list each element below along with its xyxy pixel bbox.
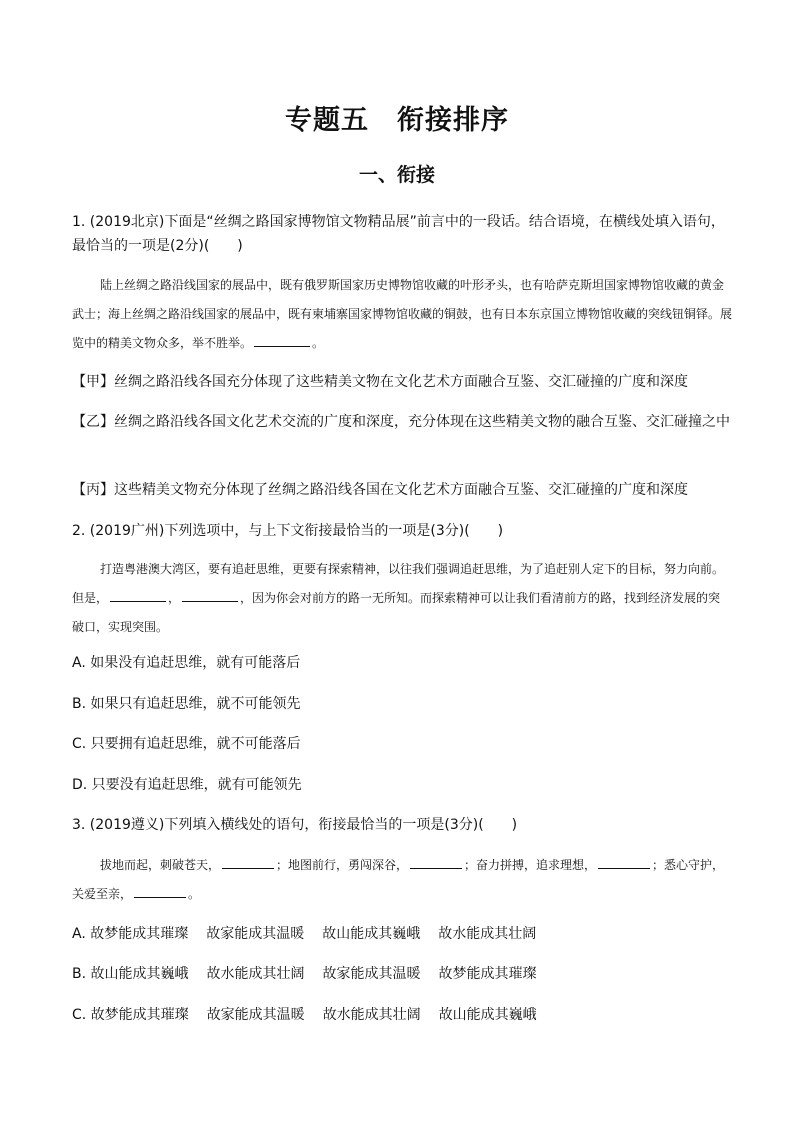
option-part: 故家能成其温暖 bbox=[206, 926, 305, 942]
question-1-option-bing: 【丙】这些精美文物充分体现了丝绸之路沿线各国在文化艺术方面融合互鉴、交汇碰撞的广度和深度 bbox=[72, 482, 688, 498]
answer-blank[interactable] bbox=[598, 854, 650, 869]
passage-text: ；奋力拼搏，追求理想， bbox=[464, 858, 597, 872]
question-2-passage bbox=[72, 555, 732, 642]
section-heading: 一、衔接 bbox=[358, 164, 435, 186]
question-2-option-a: A. 如果没有追赶思维，就有可能落后 bbox=[72, 655, 301, 671]
question-2-stem: 2. (2019广州)下列选项中，与上下文衔接最恰当的一项是(3分)( ) bbox=[72, 523, 504, 539]
passage-text-end: 。 bbox=[188, 887, 201, 901]
question-1-stem: 1. (2019北京)下面是“丝绸之路国家博物馆文物精品展”前言中的一段话。结合语境，在横线处填入语句，最恰当的一项是(2分)( ) bbox=[72, 214, 725, 254]
passage-text: 陆上丝绸之路沿线国家的展品中，既有俄罗斯国家历史博物馆收藏的叶形矛头，也有哈萨克斯坦国家博物馆收藏的黄金武士；海上丝绸之路沿线国家的展品中，既有柬埔寨国家博物馆收藏的铜鼓，也有日本东京国立博物馆收藏的突线钮铜铎。展览中的精美文物众多，举不胜举。 bbox=[72, 278, 733, 350]
passage-text: 打造粤港澳大湾区，要有追赶思维，更要有探索精神，以往我们强调追赶思维，为了追赶别人定下的目标，努力向前。但是， bbox=[72, 562, 725, 605]
page-title: 专题五 衔接排序 bbox=[285, 105, 509, 136]
answer-blank[interactable] bbox=[134, 883, 186, 898]
question-2-option-d: D. 只要没有追赶思维，就有可能领先 bbox=[72, 777, 302, 793]
answer-blank[interactable] bbox=[222, 854, 274, 869]
question-1-option-yi: 【乙】丝绸之路沿线各国文化艺术交流的广度和深度，充分体现在这些精美文物的融合互鉴、交汇碰撞之中 bbox=[72, 414, 730, 430]
passage-text: ；地图前行，勇闯深谷， bbox=[276, 858, 409, 872]
option-part: 故山能成其巍峨 bbox=[438, 1007, 537, 1023]
option-part: 故水能成其壮阔 bbox=[322, 1007, 421, 1023]
option-label: B. bbox=[72, 966, 87, 982]
option-part: 故山能成其巍峨 bbox=[90, 966, 189, 982]
question-3-option-c bbox=[72, 1003, 732, 1027]
question-1-passage bbox=[72, 271, 732, 358]
question-3-option-a bbox=[72, 922, 732, 946]
option-part: 故梦能成其璀璨 bbox=[438, 966, 537, 982]
option-part: 故家能成其温暖 bbox=[322, 966, 421, 982]
answer-blank[interactable] bbox=[182, 587, 238, 602]
answer-blank[interactable] bbox=[254, 332, 310, 347]
question-2-option-b: B. 如果只有追赶思维，就不可能领先 bbox=[72, 696, 301, 712]
option-part: 故梦能成其璀璨 bbox=[90, 926, 189, 942]
option-part: 故梦能成其璀璨 bbox=[90, 1007, 189, 1023]
passage-text-end: ，因为你会对前方的路一无所知。而探索精神可以让我们看清前方的路，找到经济发展的突破口，实现突围。 bbox=[72, 591, 721, 634]
passage-text: ；悉心守护，关爱至亲， bbox=[72, 858, 725, 901]
passage-sep: ， bbox=[168, 591, 181, 605]
passage-text-end: 。 bbox=[312, 336, 325, 350]
answer-blank[interactable] bbox=[110, 587, 166, 602]
question-2-option-c: C. 只要拥有追赶思维，就不可能落后 bbox=[72, 736, 301, 752]
option-part: 故山能成其巍峨 bbox=[322, 926, 421, 942]
question-3-option-b bbox=[72, 962, 732, 986]
option-part: 故水能成其壮阔 bbox=[206, 966, 305, 982]
answer-blank[interactable] bbox=[410, 854, 462, 869]
option-part: 故家能成其温暖 bbox=[206, 1007, 305, 1023]
question-1-option-jia: 【甲】丝绸之路沿线各国充分体现了这些精美文物在文化艺术方面融合互鉴、交汇碰撞的广度和深度 bbox=[72, 374, 688, 390]
question-3-stem: 3. (2019遵义)下列填入横线处的语句，衔接最恰当的一项是(3分)( ) bbox=[72, 817, 518, 833]
question-3-passage bbox=[72, 851, 732, 909]
passage-text: 拔地而起，刺破苍天， bbox=[100, 858, 221, 872]
option-label: C. bbox=[72, 1007, 87, 1023]
option-part: 故水能成其壮阔 bbox=[438, 926, 537, 942]
option-label: A. bbox=[72, 926, 86, 942]
